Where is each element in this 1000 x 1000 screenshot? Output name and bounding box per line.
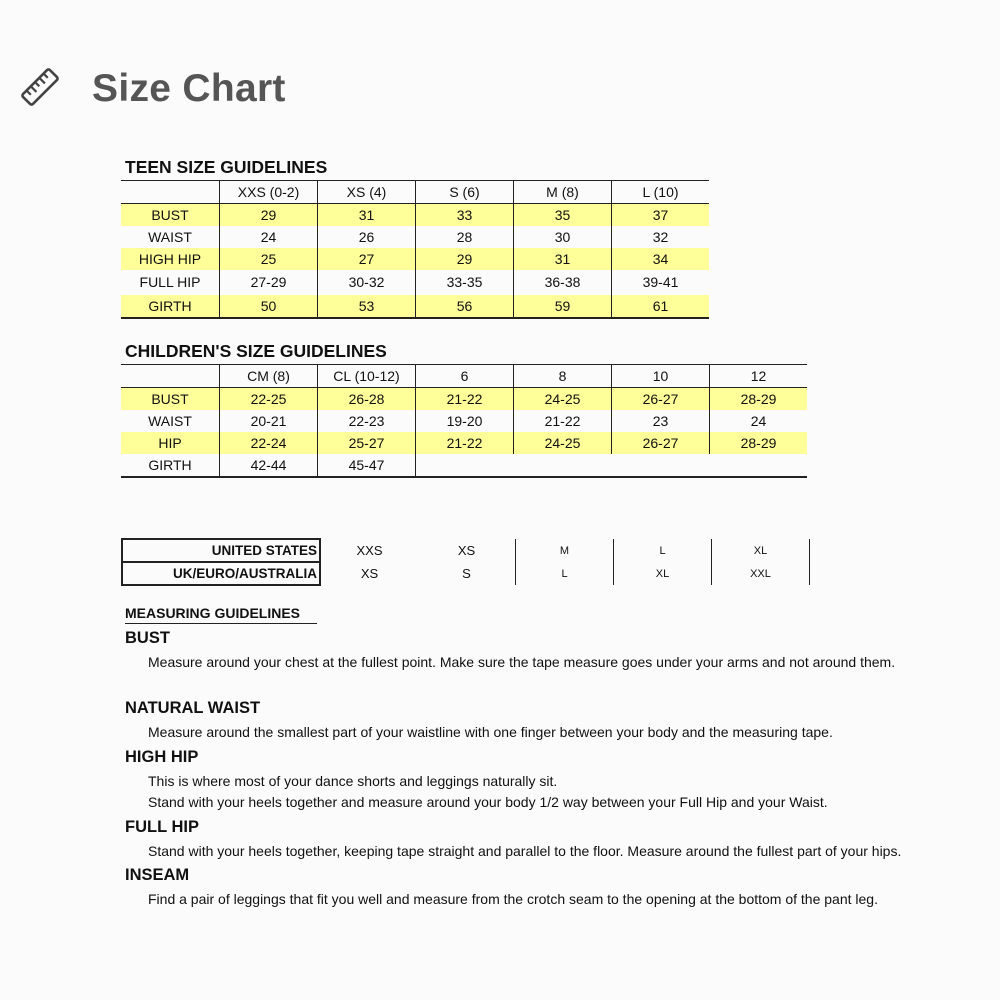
high-hip-text: Stand with your heels together and measure around your body 1/2 way between your Full Hip and your Waist. [148,794,828,810]
conversion-cell: XXS [356,543,383,558]
size-conversion-table [121,538,810,586]
header-corner [121,181,220,204]
table-row [121,410,807,432]
uk-row [122,562,810,585]
full-hip-text: Stand with your heels together, keeping tape straight and parallel to the floor. Measure around the fullest part of your hips. [148,843,902,859]
table-row [121,248,709,270]
column-header: XXS (0-2) [220,181,318,204]
us-row [122,539,810,562]
measuring-guidelines-title: MEASURING GUIDELINES [125,605,317,624]
column-header: XS (4) [318,181,416,204]
bust-text: Measure around your chest at the fullest point. Make sure the tape measure goes under your arms and not around them. [148,654,896,670]
column-header: 8 [514,365,612,388]
table-cell: 33-35 [416,270,514,295]
table-cell: 22-24 [220,432,318,454]
conversion-cell: XXL [712,562,810,585]
table-cell: 30 [514,226,612,248]
header-corner [121,365,220,388]
table-cell: 25-27 [318,432,416,454]
table-row [121,226,709,248]
table-cell: 34 [612,248,710,270]
table-cell: 29 [220,204,318,227]
table-cell: 50 [220,295,318,318]
header [18,66,286,112]
column-header: L (10) [612,181,710,204]
column-header: 12 [710,365,808,388]
table-row [121,432,807,454]
bust-heading: BUST [125,629,170,647]
table-row [121,204,709,227]
table-cell: 45-47 [318,454,416,477]
conversion-cell: M [516,539,614,562]
teen-section-title: TEEN SIZE GUIDELINES [125,157,328,177]
table-cell [710,454,808,477]
table-cell: 36-38 [514,270,612,295]
table-cell: 24 [710,410,808,432]
children-section-title: CHILDREN'S SIZE GUIDELINES [125,341,387,361]
table-cell: 27-29 [220,270,318,295]
table-cell: 28-29 [710,432,808,454]
children-size-table [121,364,807,478]
table-row [121,295,709,318]
conversion-cell: L [516,562,614,585]
table-cell: 59 [514,295,612,318]
row-label: FULL HIP [139,274,201,290]
table-cell: 61 [612,295,710,318]
table-cell [514,454,612,477]
row-label: GIRTH [121,295,220,318]
page-title: Size Chart [92,67,286,110]
table-cell: 24-25 [514,432,612,454]
table-cell: 26-27 [612,388,710,411]
ruler-icon [18,65,62,114]
column-header: S (6) [416,181,514,204]
table-cell: 25 [220,248,318,270]
row-label: BUST [121,388,220,411]
table-row [121,388,807,411]
table-row [121,270,709,295]
inseam-heading: INSEAM [125,866,190,884]
table-cell: 28 [416,226,514,248]
row-label: WAIST [148,412,192,429]
table-header-row [121,181,709,204]
table-cell: 31 [318,204,416,227]
table-cell: 22-25 [220,388,318,411]
table-cell: 26-28 [318,388,416,411]
natural-waist-text: Measure around the smallest part of your waistline with one finger between your body and the measuring tape. [148,724,833,740]
row-label: HIP [121,432,220,454]
table-cell: 21-22 [416,432,514,454]
teen-size-table [121,180,709,319]
table-row [121,454,807,477]
table-cell: 53 [318,295,416,318]
conversion-cell: S [418,562,516,585]
table-cell: 22-23 [318,410,416,432]
full-hip-heading: FULL HIP [125,818,199,836]
table-cell: 26-27 [612,432,710,454]
table-cell [612,454,710,477]
table-cell: 24-25 [514,388,612,411]
column-header: M (8) [514,181,612,204]
table-cell: 42-44 [220,454,318,477]
table-cell: 35 [514,204,612,227]
column-header: 6 [416,365,514,388]
table-cell: 33 [416,204,514,227]
table-cell: 20-21 [220,410,318,432]
table-cell: 56 [416,295,514,318]
table-cell: 23 [612,410,710,432]
uk-label: UK/EURO/AUSTRALIA [122,562,320,585]
conversion-cell: XL [712,539,810,562]
high-hip-heading: HIGH HIP [125,748,199,766]
row-label: HIGH HIP [121,248,220,270]
table-cell: 37 [612,204,710,227]
table-cell: 21-22 [514,410,612,432]
conversion-cell: XS [418,539,516,562]
row-label: WAIST [148,228,192,245]
table-cell [416,454,514,477]
table-cell: 32 [612,226,710,248]
column-header: CL (10-12) [318,365,416,388]
column-header: CM (8) [220,365,318,388]
conversion-cell: L [614,539,712,562]
table-cell: 27 [318,248,416,270]
table-cell: 29 [416,248,514,270]
table-cell: 24 [220,226,318,248]
us-label: UNITED STATES [122,539,320,562]
table-cell: 26 [318,226,416,248]
row-label: GIRTH [121,454,220,477]
natural-waist-heading: NATURAL WAIST [125,699,261,717]
table-cell: 19-20 [416,410,514,432]
column-header: 10 [612,365,710,388]
table-cell: 31 [514,248,612,270]
high-hip-text: This is where most of your dance shorts and leggings naturally sit. [148,773,558,789]
table-cell: 39-41 [612,270,710,295]
row-label: BUST [121,204,220,227]
table-cell: 30-32 [318,270,416,295]
conversion-cell: XL [614,562,712,585]
table-cell: 28-29 [710,388,808,411]
conversion-cell: XS [360,566,379,581]
inseam-text: Find a pair of leggings that fit you well and measure from the crotch seam to the opening at the bottom of the pant leg. [148,891,878,907]
table-cell: 21-22 [416,388,514,411]
table-header-row [121,365,807,388]
